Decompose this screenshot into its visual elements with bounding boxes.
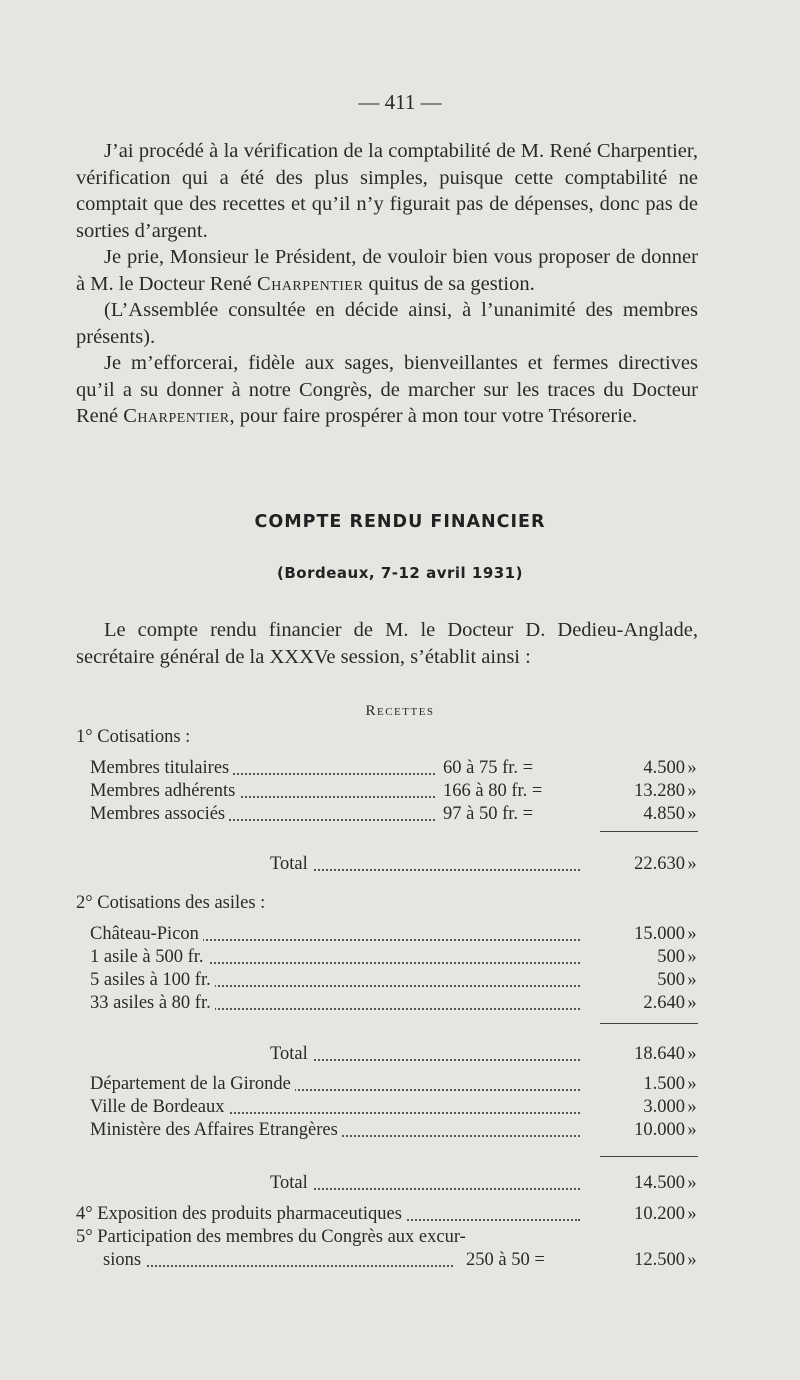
- paragraph-commitment: Je m’efforcerai, fidèle aux sages, bienveillantes et fermes directives qu’il a su donner à notre Congrès, de marcher sur les traces du Docteur René Charpentier, pour faire prospérer à mon tour votre Trésorerie.: [76, 352, 698, 427]
- sum-rule: [600, 1156, 698, 1157]
- paragraph-assembly: (L’Assemblée consultée en décide ainsi, à l’unanimité des membres présents).: [76, 299, 698, 348]
- recettes-heading: Recettes: [365, 703, 435, 719]
- paragraph-verification: J’ai procédé à la vérification de la comptabilité de M. René Charpentier, vérification qui a été des plus simples, puisque cette comptabilité ne comptait que des recettes et qu’il n’y figurait pas de dépenses, donc pas de sorties d’argent.: [76, 140, 698, 242]
- category-cotisations: 1° Cotisations :: [76, 727, 191, 747]
- name-charpentier: Charpentier: [123, 405, 230, 427]
- document-page: — 411 — J’ai procédé à la vérification de la comptabilité de M. René Charpentier, vérification qui a été des plus simples, puisque cette comptabilité ne comptait que des recettes et qu’il n’y figurait pas de dépenses, donc pas de sorties d’argent. Je prie, Monsieur le Président, de vouloir bien vous proposer de donner à M. le Docteur René Charpentier quitus de sa gestion. (L’Assemblée consultée en décide ainsi, à l’unanimité des membres présents). Je m’efforcerai, fidèle aux sages, bienveillantes et fermes directives qu’il a su donner à notre Congrès, de marcher sur les traces du Docteur René Charpentier, pour faire prospérer à mon tour votre Trésorerie. COMPTE RENDU FINANCIER (Bordeaux, 7-12 avril 1931) Le compte rendu financier de M. le Docteur D. Dedieu-Anglade, secrétaire général de la XXXVe session, s’établit ainsi : Recettes 1° Cotisations : Membres titulaires 60 à 75 fr. = 4.500 » Membres adhérents 166 à 80 fr. = 13.280 » Membres associés 97 à 50 fr. = 4.850 » Total 22.630 » 2° Cotisations des asiles : Château-Picon 15.000 » 1 asile à 500 fr. 500 » 5 asiles à 100 fr. 500 » 33 asiles à 80 fr. 2.640 » Total 18.640 » Département de la Gironde 1.500 » Ville de Bordeaux 3.000 » Ministère des Affaires Etrangères 10.000 » Total 14.500 » 4° Exposition des produits pharmaceutiques 10.200 » 5° Participation des membres du Congrès aux excur- sions 250 à 50 = 12.500 »: [0, 0, 800, 1380]
- body-text: [76, 138, 698, 430]
- paragraph-proposal: Je prie, Monsieur le Président, de vouloir bien vous proposer de donner à M. le Docteur René Charpentier quitus de sa gestion.: [76, 246, 698, 295]
- sum-rule: [600, 831, 698, 832]
- sum-rule: [600, 1023, 698, 1024]
- section-title: COMPTE RENDU FINANCIER: [254, 512, 546, 532]
- item5-line1: 5° Participation des membres du Congrès aux excur-: [76, 1227, 466, 1247]
- section-subtitle: (Bordeaux, 7-12 avril 1931): [277, 564, 523, 582]
- page-number: — 411 —: [358, 90, 442, 114]
- category-asiles: 2° Cotisations des asiles :: [76, 893, 266, 913]
- name-charpentier: Charpentier: [257, 272, 364, 295]
- intro-paragraph: Le compte rendu financier de M. le Docteur D. Dedieu-Anglade, secrétaire général de la XXXVe session, s’établit ainsi :: [76, 619, 698, 668]
